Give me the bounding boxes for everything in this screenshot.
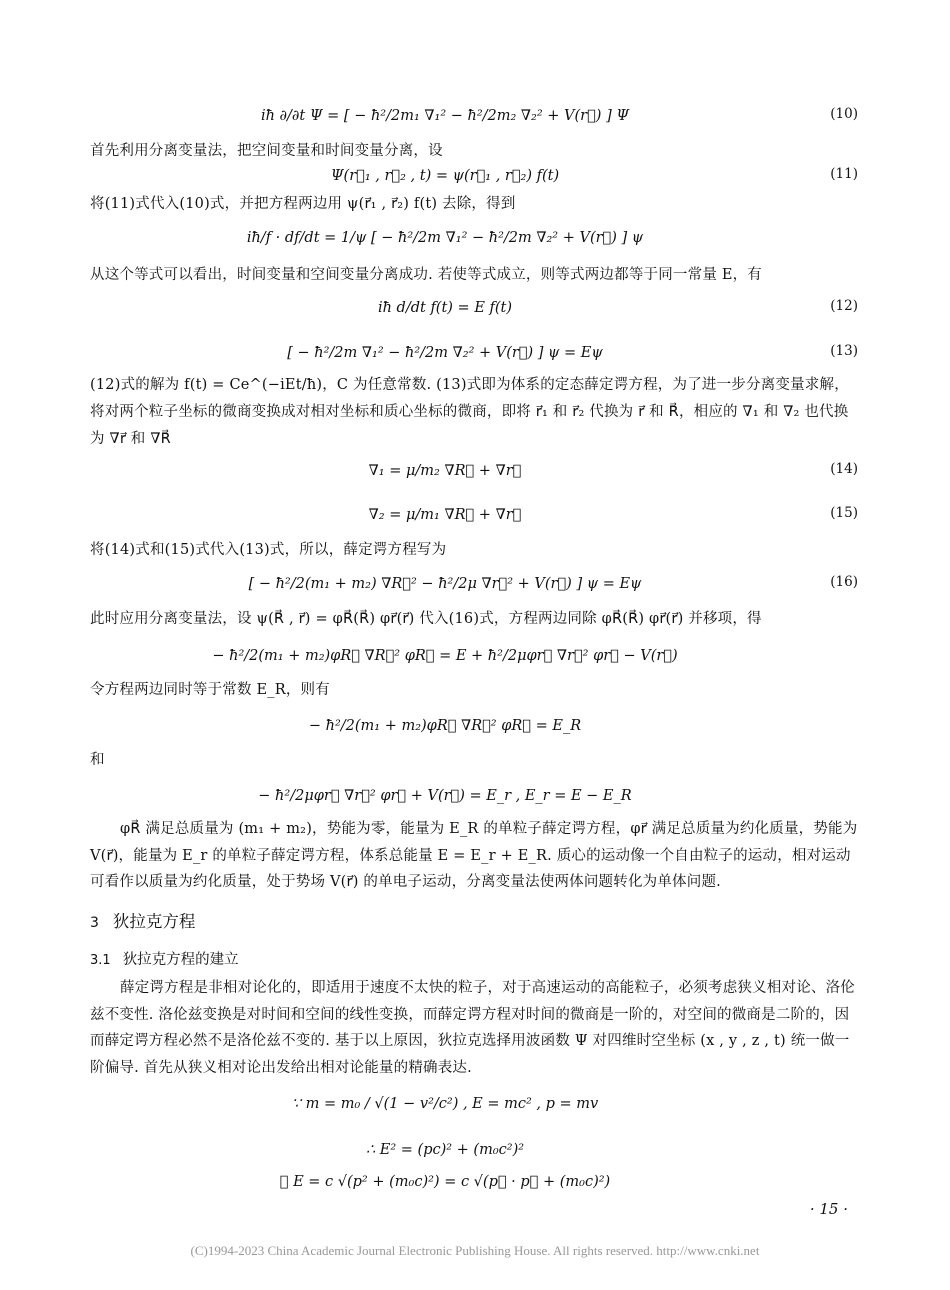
- paragraph: 将(11)式代入(10)式，并把方程两边用 ψ(r⃗₁ , r⃗₂) f(t) 去除，得到: [90, 196, 516, 212]
- equation-separated-2: − ħ²/2(m₁ + m₂)φR⃗ ∇R⃗² φR⃗ = E + ħ²/2μφr⃗ ∇r⃗² φr⃗ − V(r⃗): [212, 648, 678, 664]
- equation-energy-squared: ∴ E² = (pc)² + (m₀c²)²: [365, 1142, 525, 1158]
- paragraph: 此时应用分离变量法，设 ψ(R⃗ , r⃗) = φR⃗(R⃗) φr⃗(r⃗) 代入(16)式，方程两边同除 φR⃗(R⃗) φr⃗(r⃗) 并移项，得: [90, 611, 762, 627]
- equation-separated: iħ/f · df/dt = 1/ψ [ − ħ²/2m ∇₁² − ħ²/2m ∇₂² + V(r⃗) ] ψ: [246, 230, 644, 246]
- subsection-heading: 3.1 狄拉克方程的建立: [90, 952, 239, 968]
- paragraph: 将(14)式和(15)式代入(13)式，所以，薛定谔方程写为: [90, 542, 447, 558]
- equation-number-12: (12): [830, 298, 858, 314]
- equation-11: Ψ(r⃗₁ , r⃗₂ , t) = ψ(r⃗₁ , r⃗₂) f(t): [330, 168, 560, 184]
- equation-number-15: (15): [830, 505, 858, 521]
- paragraph: 从这个等式可以看出，时间变量和空间变量分离成功. 若使等式成立，则等式两边都等于同一常量 E，有: [90, 267, 763, 283]
- equation-mass: ∵ m = m₀ / √(1 − v²/c²) , E = mc² , p = mv: [291, 1096, 599, 1112]
- equation-13: [ − ħ²/2m ∇₁² − ħ²/2m ∇₂² + V(r⃗) ] ψ = Eψ: [287, 345, 603, 361]
- equation-12: iħ d/dt f(t) = E f(t): [377, 300, 513, 316]
- paragraph: φR⃗ 满足总质量为 (m₁ + m₂)，势能为零，能量为 E_R 的单粒子薛定谔方程，φr⃗ 满足总质量为约化质量，势能为 V(r⃗)，能量为 E_r 的单粒子薛定谔方程，体系总能量 E = E_r + E_R. 质心的运动像一个自由粒子的运动，相对运动可看作以质量为约化质量，处于势场 V(r⃗) 的单电子运动，分离变量法使两体问题转化为单体问题.: [90, 821, 858, 890]
- equation-Er: − ħ²/2μφr⃗ ∇r⃗² φr⃗ + V(r⃗) = E_r , E_r = E − E_R: [258, 788, 632, 804]
- equation-10: iħ ∂/∂t Ψ = [ − ħ²/2m₁ ∇₁² − ħ²/2m₂ ∇₂² + V(r⃗) ] Ψ: [260, 108, 630, 124]
- paragraph: 首先利用分离变量法，把空间变量和时间变量分离，设: [90, 143, 443, 159]
- paragraph: 令方程两边同时等于常数 E_R，则有: [90, 682, 330, 698]
- copyright-footer: (C)1994-2023 China Academic Journal Electronic Publishing House. All rights reserved. http://www.cnki.net: [190, 1243, 760, 1258]
- equation-number-10: (10): [830, 106, 858, 122]
- equation-ER: − ħ²/2(m₁ + m₂)φR⃗ ∇R⃗² φR⃗ = E_R: [308, 718, 582, 734]
- equation-15: ∇₂ = μ/m₁ ∇R⃗ + ∇r⃗: [368, 507, 522, 523]
- section-heading: 3 狄拉克方程: [90, 912, 196, 931]
- equation-number-13: (13): [830, 343, 858, 359]
- paragraph: 和: [90, 752, 105, 768]
- page-number: · 15 ·: [809, 1200, 848, 1218]
- equation-14: ∇₁ = μ/m₂ ∇R⃗ + ∇r⃗: [368, 463, 522, 479]
- equation-number-14: (14): [830, 461, 858, 477]
- paragraph: 薛定谔方程是非相对论化的，即适用于速度不太快的粒子，对于高速运动的高能粒子，必须考虑狭义相对论、洛伦兹不变性. 洛伦兹变换是对时间和空间的线性变换，而薛定谔方程对时间的微商是一阶的，对空间的微商是二阶的，因而薛定谔方程必然不是洛伦兹不变的. 基于以上原因，狄拉克选择用波函数 Ψ 对四维时空坐标 (x , y , z , t) 统一做一阶偏导. 首先从狭义相对论出发给出相对论能量的精确表达.: [90, 980, 855, 1076]
- equation-16: [ − ħ²/2(m₁ + m₂) ∇R⃗² − ħ²/2μ ∇r⃗² + V(r⃗) ] ψ = Eψ: [248, 576, 642, 592]
- equation-number-11: (11): [830, 166, 858, 182]
- equation-number-16: (16): [830, 574, 858, 590]
- equation-energy: ∴ E = c √(p² + (m₀c)²) = c √(p⃗ · p⃗ + (m₀c)²): [279, 1174, 611, 1190]
- paragraph: (12)式的解为 f(t) = Ce^(−iEt/ħ)，C 为任意常数. (13)式即为体系的定态薛定谔方程，为了进一步分离变量求解，将对两个粒子坐标的微商变换成对相对坐标和质心坐标的微商，即将 r⃗₁ 和 r⃗₂ 代换为 r⃗ 和 R⃗，相应的 ∇₁ 和 ∇₂ 也代换为 ∇r⃗ 和 ∇R⃗: [90, 377, 849, 447]
